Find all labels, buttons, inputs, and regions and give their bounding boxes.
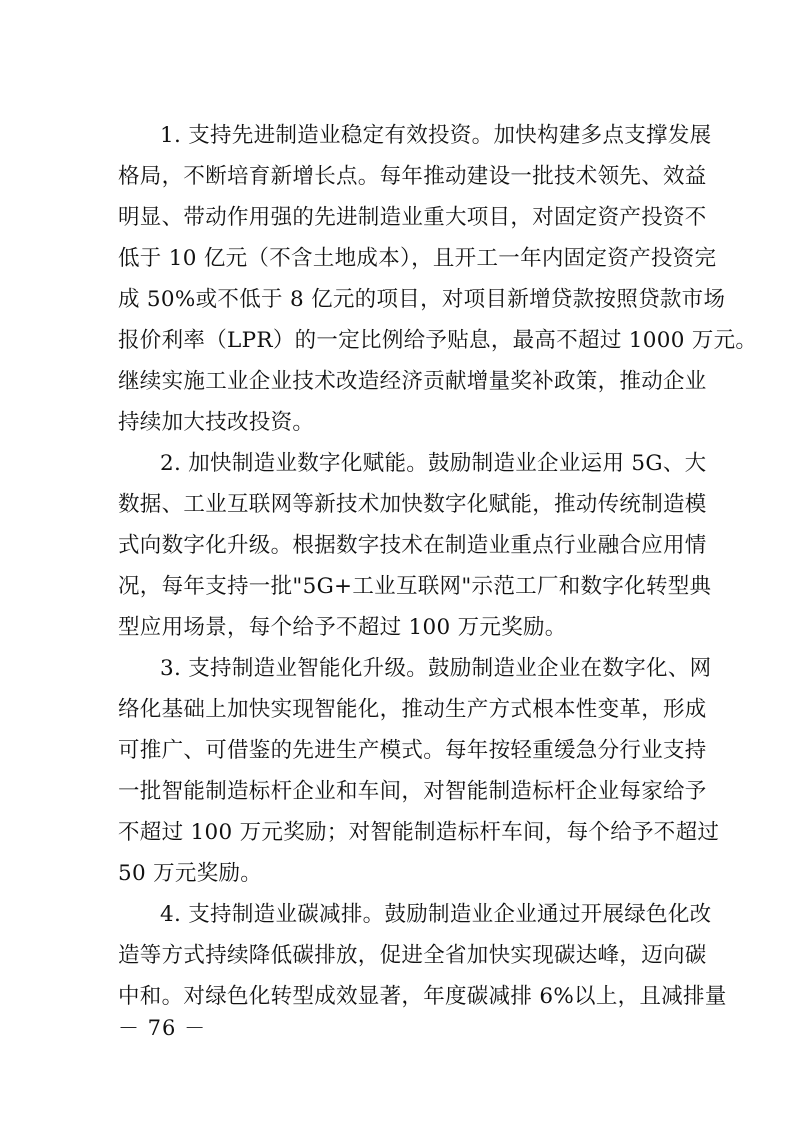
paragraph-2-line-5: 型应用场景，每个给予不超过 100 万元奖励。	[118, 615, 567, 640]
page-number: － 76 －	[118, 1016, 207, 1040]
paragraph-3-line-1: 3. 支持制造业智能化升级。鼓励制造业企业在数字化、网	[160, 656, 712, 681]
paragraph-3-line-2: 络化基础上加快实现智能化，推动生产方式根本性变革，形成	[118, 697, 707, 722]
paragraph-1-line-6: 报价利率（LPR）的一定比例给予贴息，最高不超过 1000 万元。	[118, 328, 758, 353]
paragraph-1-line-3: 明显、带动作用强的先进制造业重大项目，对固定资产投资不	[118, 205, 707, 230]
paragraph-1-line-4: 低于 10 亿元（不含土地成本），且开工一年内固定资产投资完	[118, 246, 717, 271]
paragraph-4-line-2: 造等方式持续降低碳排放，促进全省加快实现碳达峰，迈向碳	[118, 943, 707, 968]
paragraph-1-line-7: 继续实施工业企业技术改造经济贡献增量奖补政策，推动企业	[118, 369, 707, 394]
paragraph-3-line-3: 可推广、可借鉴的先进生产模式。每年按轻重缓急分行业支持	[118, 738, 707, 763]
paragraph-1-line-2: 格局，不断培育新增长点。每年推动建设一批技术领先、效益	[118, 164, 707, 189]
paragraph-2-line-4: 况，每年支持一批"5G+工业互联网"示范工厂和数字化转型典	[118, 574, 712, 599]
paragraph-2-line-3: 式向数字化升级。根据数字技术在制造业重点行业融合应用情	[118, 533, 707, 558]
paragraph-1-line-8: 持续加大技改投资。	[118, 410, 315, 435]
paragraph-2-line-1: 2. 加快制造业数字化赋能。鼓励制造业企业运用 5G、大	[160, 451, 707, 476]
paragraph-3-line-5: 不超过 100 万元奖励；对智能制造标杆车间，每个给予不超过	[118, 820, 720, 845]
paragraph-4-line-3: 中和。对绿色化转型成效显著，年度碳减排 6%以上，且减排量	[118, 984, 727, 1009]
paragraph-4-line-1: 4. 支持制造业碳减排。鼓励制造业企业通过开展绿色化改	[160, 902, 712, 927]
paragraph-1-line-5: 成 50%或不低于 8 亿元的项目，对项目新增贷款按照贷款市场	[118, 287, 726, 312]
paragraph-3-line-6: 50 万元奖励。	[118, 861, 263, 886]
paragraph-1-line-1: 1. 支持先进制造业稳定有效投资。加快构建多点支撑发展	[160, 123, 712, 148]
paragraph-3-line-4: 一批智能制造标杆企业和车间，对智能制造标杆企业每家给予	[118, 779, 707, 804]
paragraph-2-line-2: 数据、工业互联网等新技术加快数字化赋能，推动传统制造模	[118, 492, 707, 517]
